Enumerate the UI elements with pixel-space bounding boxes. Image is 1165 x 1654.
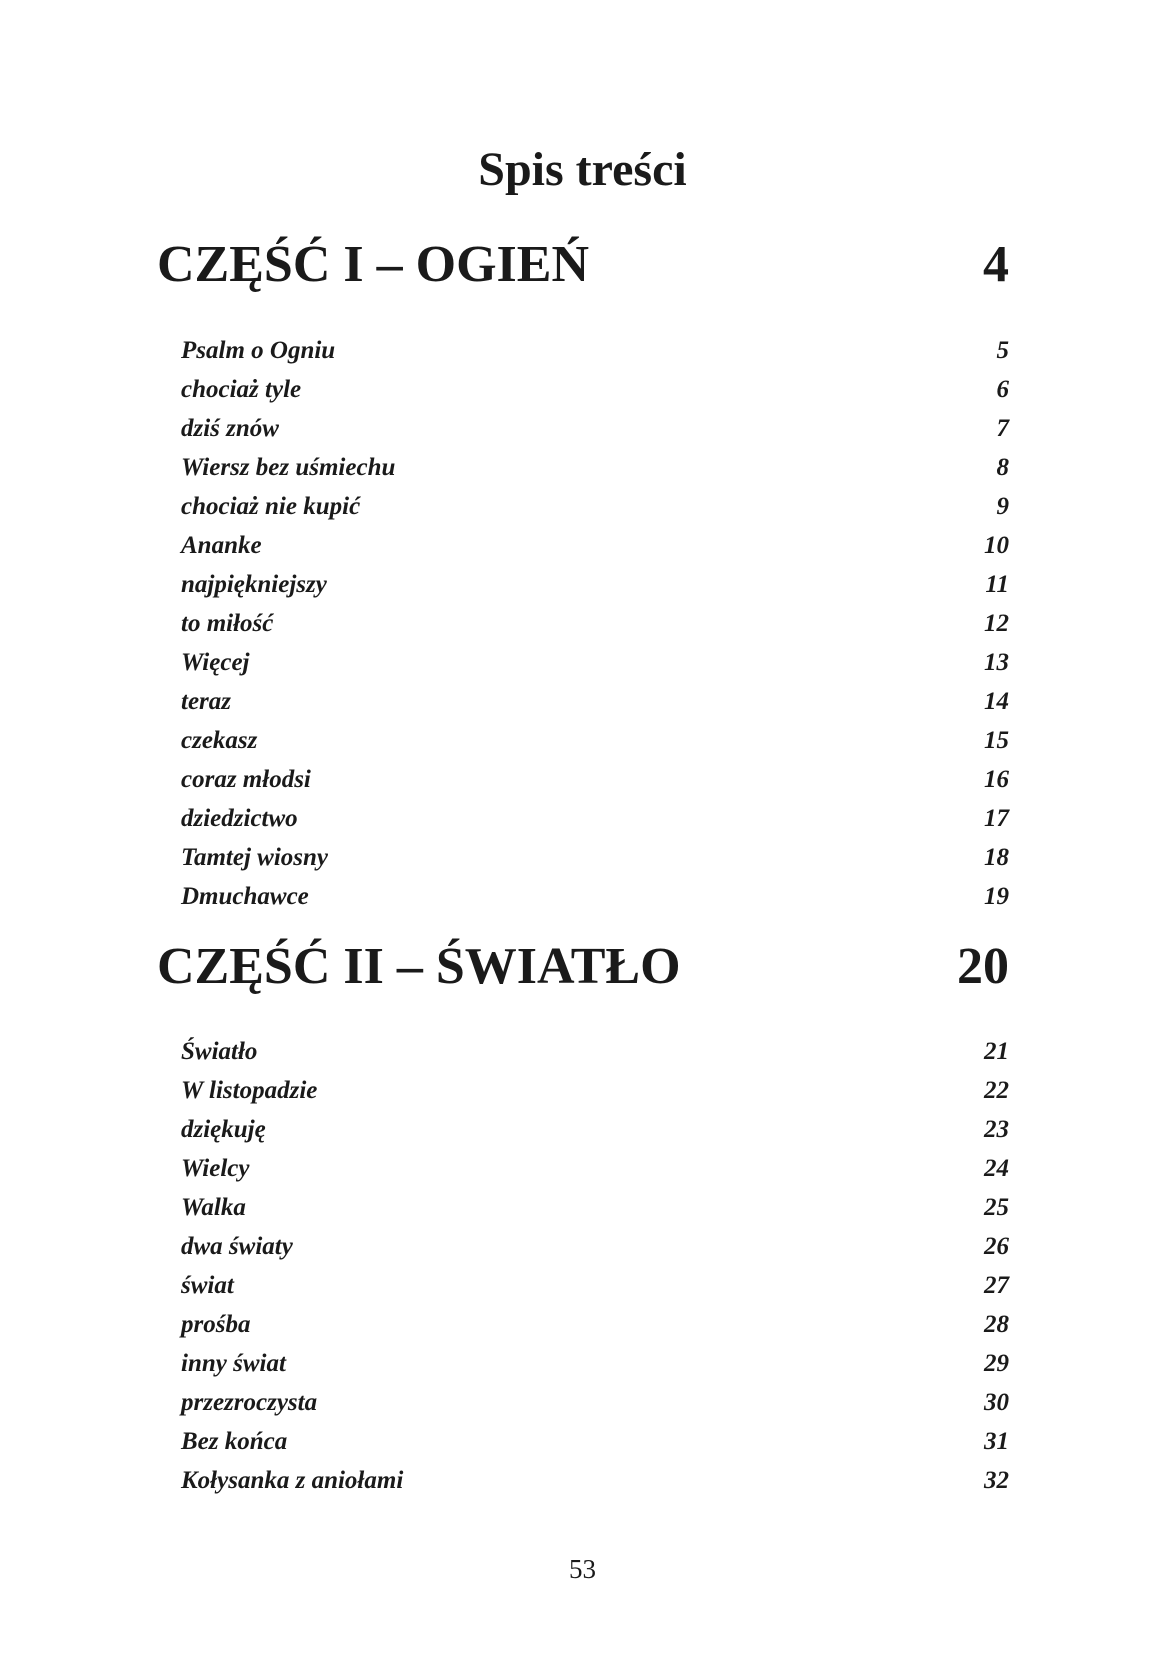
toc-entry[interactable]: [181, 370, 1009, 409]
toc-entry-title: Wielcy: [181, 1155, 250, 1182]
toc-entry-page: 27: [984, 1272, 1009, 1299]
toc-entry-page: 23: [984, 1116, 1009, 1143]
toc-entry-page: 11: [985, 571, 1009, 598]
toc-entry-page: 12: [984, 610, 1009, 637]
toc-entry[interactable]: [181, 448, 1009, 487]
toc-entry-title: W listopadzie: [181, 1077, 318, 1104]
toc-entry-title: Walka: [181, 1194, 246, 1221]
toc-entry-page: 8: [996, 454, 1009, 481]
toc-entry-title: Kołysanka z aniołami: [181, 1467, 404, 1494]
toc-entry[interactable]: [181, 1227, 1009, 1266]
toc-entry[interactable]: [181, 682, 1009, 721]
toc-entry[interactable]: [181, 838, 1009, 877]
toc-entry[interactable]: [181, 643, 1009, 682]
toc-entry-title: Ananke: [181, 532, 262, 559]
toc-entry-title: dziedzictwo: [181, 805, 298, 832]
toc-entry-page: 28: [984, 1311, 1009, 1338]
toc-entry-title: Psalm o Ogniu: [181, 337, 336, 364]
toc-entry-page: 22: [984, 1077, 1009, 1104]
toc-entry-page: 14: [984, 688, 1009, 715]
toc-entry[interactable]: [181, 1149, 1009, 1188]
page-title: Spis treści: [478, 143, 687, 196]
toc-entry[interactable]: [181, 409, 1009, 448]
toc-entry-title: Światło: [181, 1038, 258, 1065]
page-number: 53: [569, 1554, 596, 1584]
toc-entry[interactable]: [181, 1305, 1009, 1344]
toc-entry-title: to miłość: [181, 610, 274, 637]
toc-entry[interactable]: [181, 526, 1009, 565]
toc-entry-title: przezroczysta: [181, 1389, 318, 1416]
toc-entry-title: Więcej: [181, 649, 250, 676]
toc-entry-title: świat: [181, 1272, 234, 1299]
part-heading-page: 4: [983, 236, 1009, 293]
toc-entry-title: Wiersz bez uśmiechu: [181, 454, 396, 481]
part-heading-page: 20: [957, 938, 1009, 995]
toc-entry-title: teraz: [181, 688, 231, 715]
toc-entry-title: czekasz: [181, 727, 258, 754]
toc-entry-page: 24: [984, 1155, 1009, 1182]
toc-entry-title: prośba: [181, 1311, 251, 1338]
toc-entry[interactable]: [181, 877, 1009, 916]
toc-entry[interactable]: [181, 721, 1009, 760]
toc-entry-title: Bez końca: [181, 1428, 288, 1455]
toc-list-part-1: [181, 331, 1009, 916]
toc-entry-page: 32: [984, 1467, 1009, 1494]
toc-entry-page: 26: [984, 1233, 1009, 1260]
toc-entry-title: chociaż tyle: [181, 376, 302, 403]
toc-entry-page: 7: [996, 415, 1009, 442]
toc-entry-page: 25: [984, 1194, 1009, 1221]
toc-entry[interactable]: [181, 1110, 1009, 1149]
toc-entry-page: 5: [996, 337, 1009, 364]
toc-entry-title: Dmuchawce: [181, 883, 309, 910]
toc-entry[interactable]: [181, 1383, 1009, 1422]
toc-entry[interactable]: [181, 331, 1009, 370]
toc-entry-page: 17: [984, 805, 1009, 832]
toc-entry-page: 13: [984, 649, 1009, 676]
toc-entry[interactable]: [181, 1422, 1009, 1461]
toc-entry[interactable]: [181, 1188, 1009, 1227]
toc-entry-title: dziękuję: [181, 1116, 266, 1143]
toc-entry-page: 18: [984, 844, 1009, 871]
toc-entry-page: 9: [996, 493, 1009, 520]
part-heading-2[interactable]: [157, 934, 1009, 1000]
toc-entry[interactable]: [181, 1071, 1009, 1110]
toc-entry[interactable]: [181, 799, 1009, 838]
toc-entry-page: 31: [984, 1428, 1009, 1455]
toc-entry-page: 6: [996, 376, 1009, 403]
part-heading-1[interactable]: [157, 232, 1009, 298]
toc-entry-title: najpiękniejszy: [181, 571, 327, 598]
toc-entry-page: 10: [984, 532, 1009, 559]
toc-entry[interactable]: [181, 565, 1009, 604]
toc-entry-title: Tamtej wiosny: [181, 844, 329, 871]
toc-entry[interactable]: [181, 1344, 1009, 1383]
toc-entry-title: dziś znów: [181, 415, 279, 442]
toc-list-part-2: [181, 1032, 1009, 1500]
toc-entry-page: 30: [984, 1389, 1009, 1416]
toc-entry[interactable]: [181, 760, 1009, 799]
toc-entry[interactable]: [181, 1032, 1009, 1071]
toc-entry[interactable]: [181, 604, 1009, 643]
toc-entry-title: inny świat: [181, 1350, 286, 1377]
part-heading-title: CZĘŚĆ I – OGIEŃ: [157, 236, 589, 293]
toc-entry[interactable]: [181, 1266, 1009, 1305]
toc-entry-page: 19: [984, 883, 1009, 910]
toc-entry-title: chociaż nie kupić: [181, 493, 361, 520]
toc-entry[interactable]: [181, 1461, 1009, 1500]
toc-entry-page: 16: [984, 766, 1009, 793]
toc-entry[interactable]: [181, 487, 1009, 526]
toc-entry-title: coraz młodsi: [181, 766, 311, 793]
toc-entry-page: 29: [984, 1350, 1009, 1377]
part-heading-title: CZĘŚĆ II – ŚWIATŁO: [157, 938, 681, 995]
toc-entry-page: 15: [984, 727, 1009, 754]
toc-entry-page: 21: [984, 1038, 1009, 1065]
toc-entry-title: dwa światy: [181, 1233, 293, 1260]
